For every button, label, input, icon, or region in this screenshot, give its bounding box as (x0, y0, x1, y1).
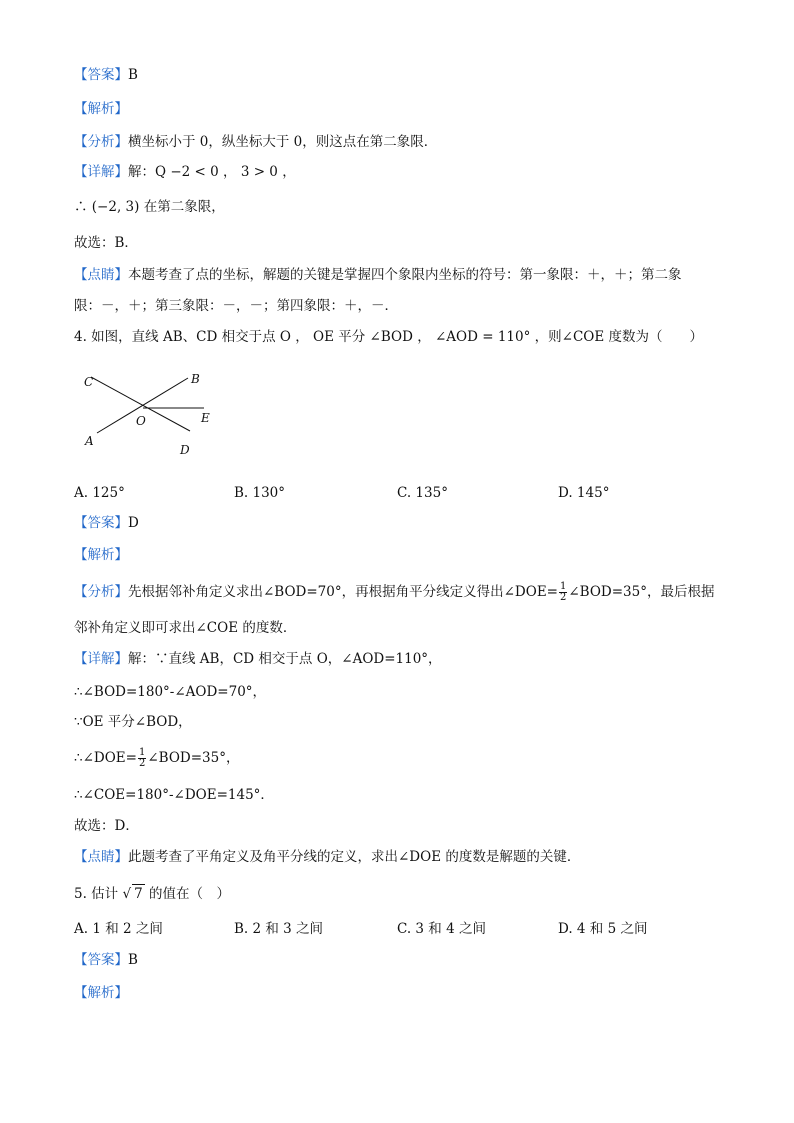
q4-dianjing-line (74, 848, 580, 866)
label-e: E (201, 411, 210, 425)
q4-option-a: A. 125° (74, 485, 125, 501)
dianjing-tag: 【点睛】 (74, 849, 128, 865)
q4-option-b: B. 130° (234, 485, 286, 501)
label-a: A (85, 434, 94, 448)
fraction-denominator: 2 (138, 758, 146, 769)
q3-answer-line (74, 66, 138, 84)
q4-detail-4a: ∴∠DOE= (74, 750, 137, 766)
q5-analysis-tag (74, 984, 128, 1002)
q3-fenxi-text: 横坐标小于 0，纵坐标大于 0，则这点在第二象限． (128, 134, 438, 150)
fraction-denominator: 2 (559, 592, 567, 603)
q4-detail-4b: ∠BOD=35°， (147, 750, 240, 766)
q4-detail-line-1 (74, 650, 442, 668)
q4-fenxi-b: ∠BOD=35°，最后根据 (568, 584, 715, 600)
q5-stem-b: 的值在（ ） (148, 886, 230, 902)
q4-detail-1: 解：∵直线 AB，CD 相交于点 O，∠AOD=110°， (128, 651, 442, 667)
q3-dianjing-line-1 (74, 266, 682, 284)
q3-choose-line: 故选：B． (74, 235, 138, 251)
q4-detail-line-2: ∴∠BOD=180°-∠AOD=70°， (74, 684, 267, 700)
fraction-half (559, 582, 567, 603)
q4-detail-line-3: ∵OE 平分∠BOD， (74, 714, 192, 730)
q5-option-d: D. 4 和 5 之间 (558, 921, 648, 937)
q3-detail-expr: Q −2 < 0 ， 3 > 0 ， (155, 164, 296, 180)
q3-dianjing-text-1: 本题考查了点的坐标，解题的关键是掌握四个象限内坐标的符号：第一象限：＋，＋；第二象 (128, 267, 682, 283)
analysis-tag: 【解析】 (74, 101, 128, 117)
q4-answer-line (74, 514, 139, 532)
q3-answer-value: B (128, 67, 138, 83)
q4-dianjing-text: 此题考查了平角定义及角平分线的定义，求出∠DOE 的度数是解题的关键． (128, 849, 581, 865)
answer-tag: 【答案】 (74, 67, 128, 83)
q4-answer-value: D (128, 515, 139, 531)
xiangjie-tag: 【详解】 (74, 651, 128, 667)
q3-detail-line (74, 163, 296, 181)
q5-option-b: B. 2 和 3 之间 (234, 921, 324, 937)
q5-option-a: A. 1 和 2 之间 (74, 921, 163, 937)
q4-detail-line-5: ∴∠COE=180°-∠DOE=145°． (74, 787, 274, 803)
q5-answer-line (74, 951, 138, 969)
q5-option-c: C. 3 和 4 之间 (397, 921, 486, 937)
fenxi-tag: 【分析】 (74, 134, 128, 150)
q5-stem-a: 5. 估计 (74, 886, 119, 902)
q4-fenxi-line-2: 邻补角定义即可求出∠COE 的度数． (74, 620, 297, 636)
label-b: B (191, 372, 200, 386)
q4-detail-line-4 (74, 748, 239, 769)
fraction-numerator: 1 (138, 747, 146, 758)
answer-tag: 【答案】 (74, 952, 128, 968)
q3-detail-prefix: 解： (128, 164, 155, 180)
fraction-numerator: 1 (559, 581, 567, 592)
xiangjie-tag: 【详解】 (74, 164, 128, 180)
fraction-half (138, 748, 146, 769)
label-d: D (180, 443, 190, 457)
q4-fenxi-line-1 (74, 582, 714, 603)
answer-tag: 【答案】 (74, 515, 128, 531)
q4-analysis-tag (74, 546, 128, 564)
q4-option-c: C. 135° (397, 485, 448, 501)
q4-geometry-figure (78, 368, 238, 463)
analysis-tag: 【解析】 (74, 985, 128, 1001)
q4-option-d: D. 145° (558, 485, 610, 501)
fenxi-tag: 【分析】 (74, 584, 128, 600)
q3-fenxi-line (74, 133, 437, 151)
q5-answer-value: B (128, 952, 138, 968)
label-c: C (84, 375, 94, 389)
q3-dianjing-line-2: 限：－，＋；第三象限：－，－；第四象限：＋，－． (74, 298, 398, 314)
q4-stem: 4. 如图，直线 AB、CD 相交于点 O ， OE 平分 ∠BOD ， ∠AOD = 110° ，则∠COE 度数为（ ） (74, 329, 703, 345)
label-o: O (136, 414, 146, 428)
q3-therefore-line: ∴ (−2, 3) 在第二象限， (74, 199, 225, 215)
q4-fenxi-a: 先根据邻补角定义求出∠BOD=70°，再根据角平分线定义得出∠DOE= (128, 584, 558, 600)
q4-choose-line: 故选：D． (74, 818, 139, 834)
q3-analysis-tag (74, 100, 128, 118)
sqrt-radicand: 7 (134, 886, 143, 902)
dianjing-tag: 【点睛】 (74, 267, 128, 283)
q5-stem: 5. 估计 √ 7 的值在（ ） (74, 886, 230, 902)
analysis-tag: 【解析】 (74, 547, 128, 563)
